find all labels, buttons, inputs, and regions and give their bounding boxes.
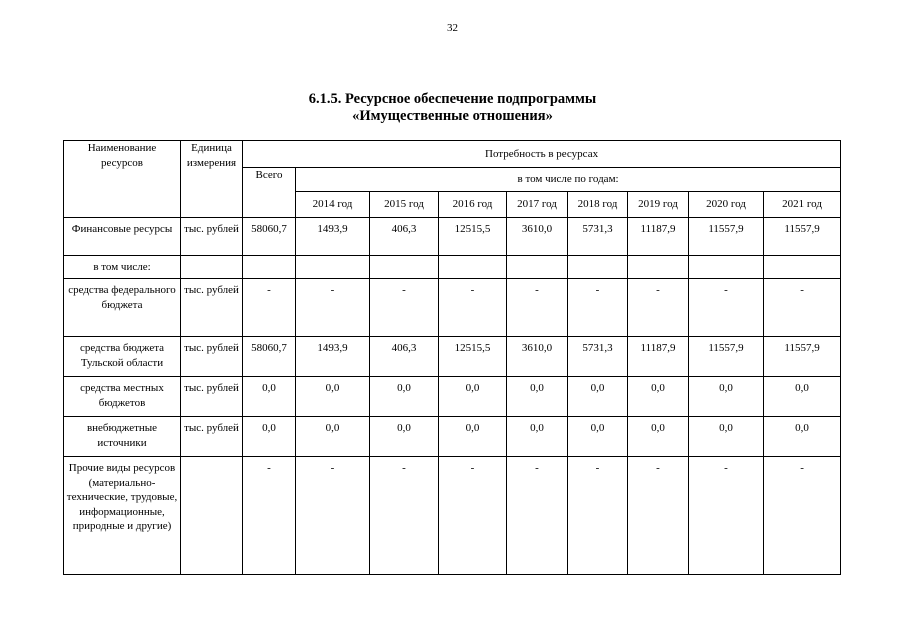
cell-value: -: [507, 279, 568, 337]
table-row: [64, 256, 841, 279]
row-unit: тыс. рублей: [181, 218, 243, 256]
row-total: 0,0: [243, 377, 296, 417]
cell-value: 12515,5: [439, 218, 507, 256]
cell-value: 0,0: [689, 417, 764, 457]
cell-value: 0,0: [764, 417, 841, 457]
cell-value: 0,0: [296, 377, 370, 417]
row-unit: тыс. рублей: [181, 417, 243, 457]
header-unit: Единица измерения: [181, 141, 243, 218]
cell-value: 12515,5: [439, 337, 507, 377]
row-name: средства бюджета Тульской области: [64, 337, 181, 377]
page-number: 32: [447, 22, 458, 34]
cell-value: 406,3: [370, 218, 439, 256]
cell-value: [568, 256, 628, 279]
cell-value: [370, 256, 439, 279]
cell-value: 0,0: [628, 417, 689, 457]
cell-value: [507, 256, 568, 279]
cell-value: 11557,9: [689, 218, 764, 256]
resource-table: [63, 140, 841, 575]
cell-value: 0,0: [568, 377, 628, 417]
cell-value: -: [689, 457, 764, 575]
year-header: 2019 год: [628, 192, 689, 218]
cell-value: 406,3: [370, 337, 439, 377]
cell-value: 3610,0: [507, 218, 568, 256]
cell-value: 0,0: [764, 377, 841, 417]
cell-value: [439, 256, 507, 279]
row-unit: тыс. рублей: [181, 279, 243, 337]
row-unit: [181, 256, 243, 279]
row-unit: тыс. рублей: [181, 337, 243, 377]
year-header: 2015 год: [370, 192, 439, 218]
cell-value: -: [296, 457, 370, 575]
row-total: [243, 256, 296, 279]
cell-value: 0,0: [507, 377, 568, 417]
row-total: 58060,7: [243, 337, 296, 377]
cell-value: 11187,9: [628, 218, 689, 256]
cell-value: 0,0: [439, 377, 507, 417]
table-row: [64, 279, 841, 337]
cell-value: 0,0: [628, 377, 689, 417]
row-name: средства федерального бюджета: [64, 279, 181, 337]
header-total: Всего: [243, 168, 296, 218]
cell-value: 0,0: [296, 417, 370, 457]
cell-value: 11557,9: [764, 337, 841, 377]
cell-value: 1493,9: [296, 337, 370, 377]
cell-value: [689, 256, 764, 279]
cell-value: 0,0: [370, 377, 439, 417]
year-header: 2016 год: [439, 192, 507, 218]
row-name: Финансовые ресурсы: [64, 218, 181, 256]
cell-value: 0,0: [689, 377, 764, 417]
cell-value: -: [568, 279, 628, 337]
cell-value: -: [764, 279, 841, 337]
row-unit: тыс. рублей: [181, 377, 243, 417]
cell-value: 0,0: [507, 417, 568, 457]
header-by-years: в том числе по годам:: [296, 168, 841, 192]
table-row: [64, 417, 841, 457]
header-need: Потребность в ресурсах: [243, 141, 841, 168]
cell-value: [764, 256, 841, 279]
table-row: [64, 377, 841, 417]
header-row-1: [64, 141, 841, 168]
row-unit: [181, 457, 243, 575]
cell-value: [628, 256, 689, 279]
row-name: в том числе:: [64, 256, 181, 279]
cell-value: 11557,9: [764, 218, 841, 256]
cell-value: 0,0: [439, 417, 507, 457]
cell-value: -: [296, 279, 370, 337]
row-name: внебюджетные источники: [64, 417, 181, 457]
table-row: [64, 337, 841, 377]
cell-value: 5731,3: [568, 218, 628, 256]
row-total: 0,0: [243, 417, 296, 457]
year-header: 2017 год: [507, 192, 568, 218]
year-header: 2014 год: [296, 192, 370, 218]
cell-value: 3610,0: [507, 337, 568, 377]
title-line-2: «Имущественные отношения»: [352, 108, 553, 124]
cell-value: 0,0: [568, 417, 628, 457]
title-line-1: 6.1.5. Ресурсное обеспечение подпрограммы: [308, 91, 597, 107]
table-row: [64, 457, 841, 575]
cell-value: -: [439, 279, 507, 337]
cell-value: 5731,3: [568, 337, 628, 377]
year-header: 2021 год: [764, 192, 841, 218]
cell-value: -: [689, 279, 764, 337]
header-name: Наименование ресурсов: [64, 141, 181, 218]
section-title: [0, 91, 905, 125]
cell-value: -: [628, 457, 689, 575]
cell-value: -: [370, 279, 439, 337]
year-header: 2018 год: [568, 192, 628, 218]
row-total: -: [243, 279, 296, 337]
cell-value: -: [628, 279, 689, 337]
cell-value: [296, 256, 370, 279]
cell-value: -: [764, 457, 841, 575]
cell-value: -: [370, 457, 439, 575]
row-name: Прочие виды ресурсов (материально-технические, трудовые, информационные, природные и другие): [64, 457, 181, 575]
table-row: [64, 218, 841, 256]
cell-value: 1493,9: [296, 218, 370, 256]
row-total: 58060,7: [243, 218, 296, 256]
cell-value: 0,0: [370, 417, 439, 457]
cell-value: -: [568, 457, 628, 575]
cell-value: 11187,9: [628, 337, 689, 377]
row-name: средства местных бюджетов: [64, 377, 181, 417]
year-header: 2020 год: [689, 192, 764, 218]
cell-value: -: [439, 457, 507, 575]
cell-value: 11557,9: [689, 337, 764, 377]
cell-value: -: [507, 457, 568, 575]
row-total: -: [243, 457, 296, 575]
